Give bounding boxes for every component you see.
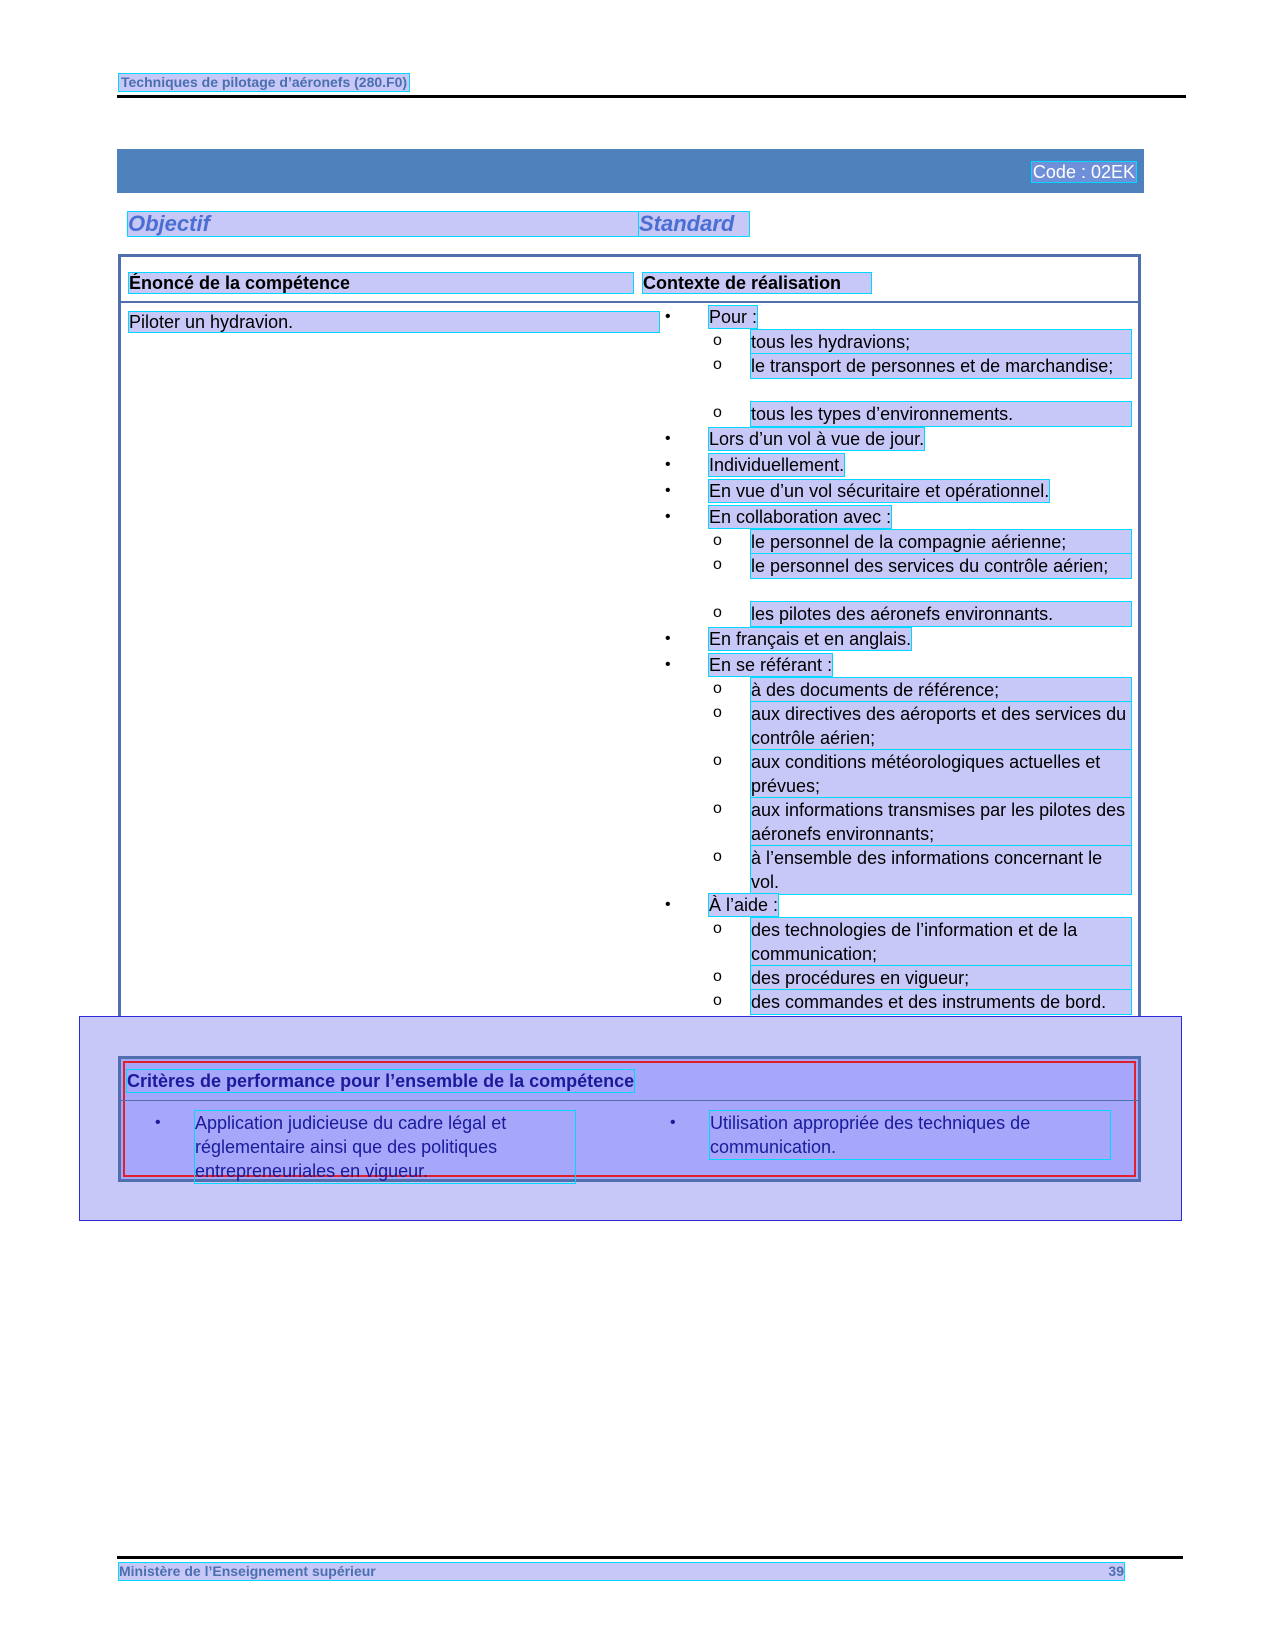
sub-bullet-icon: o: [713, 404, 722, 421]
code-bar: [117, 149, 1144, 193]
contexte-subitem-text: les pilotes des aéronefs environnants.: [751, 602, 1131, 626]
contexte-item-text: À l’aide :: [709, 895, 779, 915]
contexte-subitem-text: le transport de personnes et de marchandise;: [751, 354, 1131, 378]
contexte-subitem-text: des technologies de l’information et de la communication;: [751, 918, 1131, 966]
contexte-subitem-text: aux conditions météorologiques actuelles et prévues;: [751, 750, 1131, 798]
sub-bullet-icon: o: [713, 992, 722, 1009]
contexte-subitem-text: des procédures en vigueur;: [751, 966, 1131, 990]
bullet-icon: •: [665, 630, 671, 647]
sub-bullet-icon: o: [713, 332, 722, 349]
contexte-subitem-text: aux informations transmises par les pilotes des aéronefs environnants;: [751, 798, 1131, 846]
sub-bullet-icon: o: [713, 704, 722, 721]
sub-bullet-icon: o: [713, 680, 722, 697]
footer-ministry: Ministère de l’Enseignement supérieur: [119, 1563, 376, 1579]
enonce-heading: Énoncé de la compétence: [129, 273, 633, 293]
contexte-item-text: Lors d’un vol à vue de jour.: [709, 429, 925, 449]
footer-rule: [117, 1556, 1183, 1559]
bullet-icon: •: [670, 1114, 676, 1131]
sub-bullet-icon: o: [713, 920, 722, 937]
sub-bullet-icon: o: [713, 848, 722, 865]
contexte-subitem-text: des commandes et des instruments de bord.: [751, 990, 1131, 1014]
document-header-title: Techniques de pilotage d’aéronefs (280.F0): [121, 74, 408, 90]
sub-bullet-icon: o: [713, 356, 722, 373]
bullet-icon: •: [665, 656, 671, 673]
bullet-icon: •: [665, 896, 671, 913]
header-rule: [117, 95, 1186, 98]
contexte-item-text: En français et en anglais.: [709, 629, 912, 649]
sub-bullet-icon: o: [713, 556, 722, 573]
performance-divider: [121, 1100, 1138, 1101]
competency-code: Code : 02EK: [1032, 162, 1135, 182]
bullet-icon: •: [665, 482, 671, 499]
performance-box: [118, 1056, 1141, 1182]
bullet-icon: •: [665, 508, 671, 525]
sub-bullet-icon: o: [713, 604, 722, 621]
contexte-item-text: En collaboration avec :: [709, 507, 892, 527]
footer: [119, 1563, 1124, 1580]
contexte-subitem-text: aux directives des aéroports et des services du contrôle aérien;: [751, 702, 1131, 750]
page-number: 39: [1108, 1563, 1124, 1579]
bullet-icon: •: [665, 430, 671, 447]
standard-heading: Standard: [639, 212, 749, 236]
sub-bullet-icon: o: [713, 968, 722, 985]
contexte-subitem-text: à l’ensemble des informations concernant le vol.: [751, 846, 1131, 894]
sub-bullet-icon: o: [713, 800, 722, 817]
performance-item-text: Application judicieuse du cadre légal et réglementaire ainsi que des politiques entrepreneuriales en vigueur.: [195, 1111, 575, 1183]
enonce-text: Piloter un hydravion.: [129, 312, 659, 332]
contexte-item-text: Pour :: [709, 307, 758, 327]
bullet-icon: •: [155, 1114, 161, 1131]
contexte-subitem-text: le personnel de la compagnie aérienne;: [751, 530, 1131, 554]
bullet-icon: •: [665, 456, 671, 473]
sub-bullet-icon: o: [713, 752, 722, 769]
contexte-subitem-text: le personnel des services du contrôle aérien;: [751, 554, 1131, 578]
contexte-subitem-text: tous les hydravions;: [751, 330, 1131, 354]
contexte-item-text: En se référant :: [709, 655, 833, 675]
contexte-item-text: Individuellement.: [709, 455, 845, 475]
performance-title: Critères de performance pour l’ensemble de la compétence: [127, 1071, 635, 1091]
table-header-divider: [121, 301, 1138, 303]
objectif-heading: Objectif: [128, 212, 638, 236]
contexte-heading: Contexte de réalisation: [643, 273, 871, 293]
bullet-icon: •: [665, 308, 671, 325]
contexte-subitem-text: à des documents de référence;: [751, 678, 1131, 702]
contexte-subitem-text: tous les types d’environnements.: [751, 402, 1131, 426]
contexte-item-text: En vue d’un vol sécuritaire et opérationnel.: [709, 481, 1050, 501]
performance-item-text: Utilisation appropriée des techniques de communication.: [710, 1111, 1110, 1159]
sub-bullet-icon: o: [713, 532, 722, 549]
